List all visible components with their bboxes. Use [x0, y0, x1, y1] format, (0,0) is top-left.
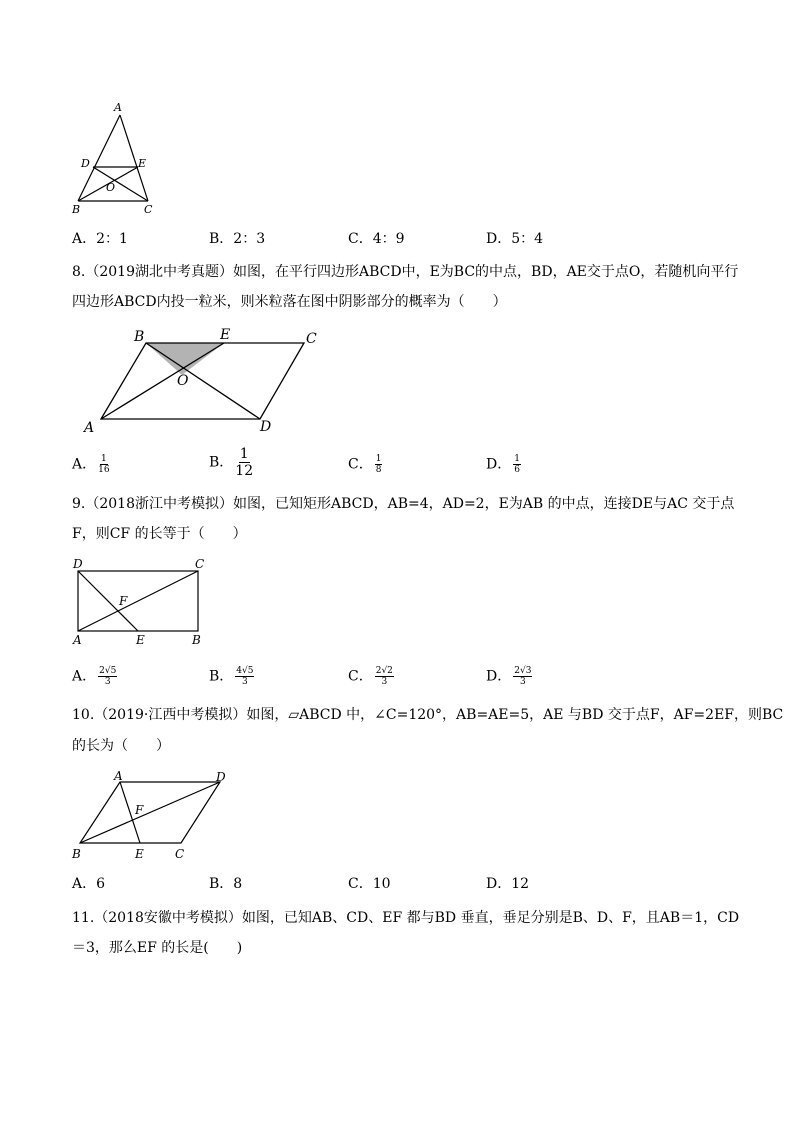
q8-label-A: A — [84, 420, 95, 436]
q7-option-c-letter: C． — [348, 231, 373, 247]
q10-label-D: D — [216, 770, 226, 784]
q9-option-c — [348, 666, 394, 687]
q7-option-b-letter: B． — [209, 231, 234, 247]
q9-label-A: A — [73, 633, 82, 647]
q10-option-a-value: 6 — [96, 876, 106, 892]
q8-option-a-fraction — [98, 454, 109, 475]
q10-option-c-letter: C． — [348, 876, 373, 892]
q8-label-C: C — [306, 331, 317, 347]
q8-option-c-numerator: 1 — [375, 454, 382, 464]
q10-option-d-value: 12 — [511, 876, 530, 892]
q9-option-b-fraction — [235, 666, 254, 687]
q8-option-b-denominator: 12 — [235, 463, 254, 479]
q9-option-a-denominator: 3 — [104, 677, 111, 687]
q7-option-c — [348, 229, 405, 249]
q10-label-E: E — [135, 847, 144, 861]
q7-option-d-value: 5：4 — [511, 231, 544, 247]
q10-question-line2: 的长为（ ） — [72, 738, 170, 754]
q9-option-d-letter: D． — [486, 668, 512, 685]
q10-option-b-value: 8 — [233, 876, 243, 892]
q8-parallelogram-figure — [78, 326, 328, 438]
q7-label-O: O — [106, 181, 116, 194]
q8-option-d-letter: D． — [486, 456, 512, 473]
q7-option-b-value: 2：3 — [233, 231, 266, 247]
q8-label-D: D — [260, 419, 272, 435]
q7-option-a-value: 2：1 — [96, 231, 128, 247]
q9-question-line2: F，则CF 的长等于（ ） — [72, 526, 247, 542]
q8-option-a-letter: A． — [72, 456, 97, 473]
q8-question-line2: 四边形ABCD内投一粒米，则米粒落在图中阴影部分的概率为（ ） — [72, 294, 507, 310]
q8-option-b-fraction — [235, 446, 253, 479]
q9-option-d — [486, 666, 532, 687]
q7-option-d-letter: D． — [486, 231, 512, 247]
q9-option-a-fraction — [98, 666, 117, 687]
q8-option-d-denominator: 6 — [514, 465, 520, 475]
q8-option-b — [209, 446, 253, 479]
q9-label-E: E — [136, 633, 145, 647]
q9-option-b — [209, 666, 254, 687]
q8-option-c — [348, 454, 382, 475]
q9-option-d-fraction — [513, 666, 532, 687]
q7-label-C: C — [144, 203, 153, 216]
q7-option-d — [486, 229, 543, 249]
q8-option-a — [72, 454, 110, 475]
q9-option-c-denominator: 3 — [381, 677, 388, 687]
q9-option-a-numerator: 2√5 — [99, 666, 117, 676]
q10-option-b-letter: B． — [209, 876, 234, 892]
q10-option-a — [72, 874, 105, 894]
q8-option-b-numerator: 1 — [239, 446, 249, 462]
q7-label-B: B — [72, 203, 81, 216]
q9-rectangle-figure — [68, 556, 218, 648]
q11-question-line2: ＝3，那么EF 的长是( ) — [72, 940, 243, 956]
q7-option-a-letter: A． — [72, 231, 97, 247]
q9-label-D: D — [73, 557, 83, 571]
q9-question-line1: 9.（2018浙江中考模拟）如图，已知矩形ABCD，AB=4，AD=2，E为AB 的中点，连接DE与AC 交于点 — [72, 496, 735, 512]
q9-option-a — [72, 666, 117, 687]
q10-option-a-letter: A． — [72, 876, 97, 892]
q8-option-d — [486, 454, 521, 475]
q9-option-b-letter: B． — [209, 668, 234, 685]
q8-option-d-fraction — [513, 454, 521, 475]
q9-option-d-numerator: 2√3 — [514, 666, 532, 676]
q10-label-B: B — [72, 847, 81, 861]
q10-option-c — [348, 874, 391, 894]
q8-label-E: E — [220, 327, 231, 343]
q8-option-c-denominator: 8 — [375, 465, 382, 475]
q10-label-A: A — [114, 769, 123, 783]
q9-label-B: B — [192, 633, 201, 647]
q9-option-b-numerator: 4√5 — [236, 666, 254, 676]
q7-option-a — [72, 229, 128, 249]
q8-label-B: B — [134, 329, 145, 345]
q8-option-b-letter: B． — [209, 454, 234, 471]
q8-option-c-fraction — [375, 454, 383, 475]
q8-option-d-numerator: 1 — [514, 454, 520, 464]
q7-label-E: E — [138, 157, 147, 170]
q8-label-O: O — [177, 373, 189, 389]
q9-option-d-denominator: 3 — [519, 677, 526, 687]
q7-label-A: A — [114, 101, 122, 114]
q9-label-F: F — [119, 594, 128, 608]
q8-question-line1: 8.（2019湖北中考真题）如图，在平行四边形ABCD中，E为BC的中点，BD，AE交于点O，若随机向平行 — [72, 264, 739, 280]
q10-parallelogram-figure — [68, 766, 233, 864]
q9-option-b-denominator: 3 — [242, 677, 248, 687]
q8-option-a-numerator: 1 — [100, 454, 107, 464]
q10-label-F: F — [135, 803, 144, 817]
q10-option-b — [209, 874, 242, 894]
q10-question-line1: 10.（2019·江西中考模拟）如图，▱ABCD 中，∠C=120°，AB=AE=5，AE 与BD 交于点F，AF=2EF，则BC — [72, 707, 784, 723]
q10-option-d — [486, 874, 529, 894]
q8-option-a-denominator: 16 — [98, 465, 110, 475]
q7-option-c-value: 4：9 — [372, 231, 405, 247]
q9-option-c-fraction — [375, 666, 394, 687]
q10-option-c-value: 10 — [372, 876, 391, 892]
q9-option-a-letter: A． — [72, 668, 97, 685]
q9-option-c-letter: C． — [348, 668, 373, 685]
q7-triangle-figure — [68, 100, 158, 218]
q7-label-D: D — [81, 157, 90, 170]
q11-question-line1: 11.（2018安徽中考模拟）如图，已知AB、CD、EF 都与BD 垂直，垂足分别是B、D、F，且AB＝1，CD — [72, 910, 740, 926]
q9-label-C: C — [195, 557, 205, 571]
q10-option-d-letter: D． — [486, 876, 512, 892]
q7-option-b — [209, 229, 265, 249]
q10-label-C: C — [175, 847, 185, 861]
q9-option-c-numerator: 2√2 — [375, 666, 393, 676]
q8-option-c-letter: C． — [348, 456, 373, 473]
